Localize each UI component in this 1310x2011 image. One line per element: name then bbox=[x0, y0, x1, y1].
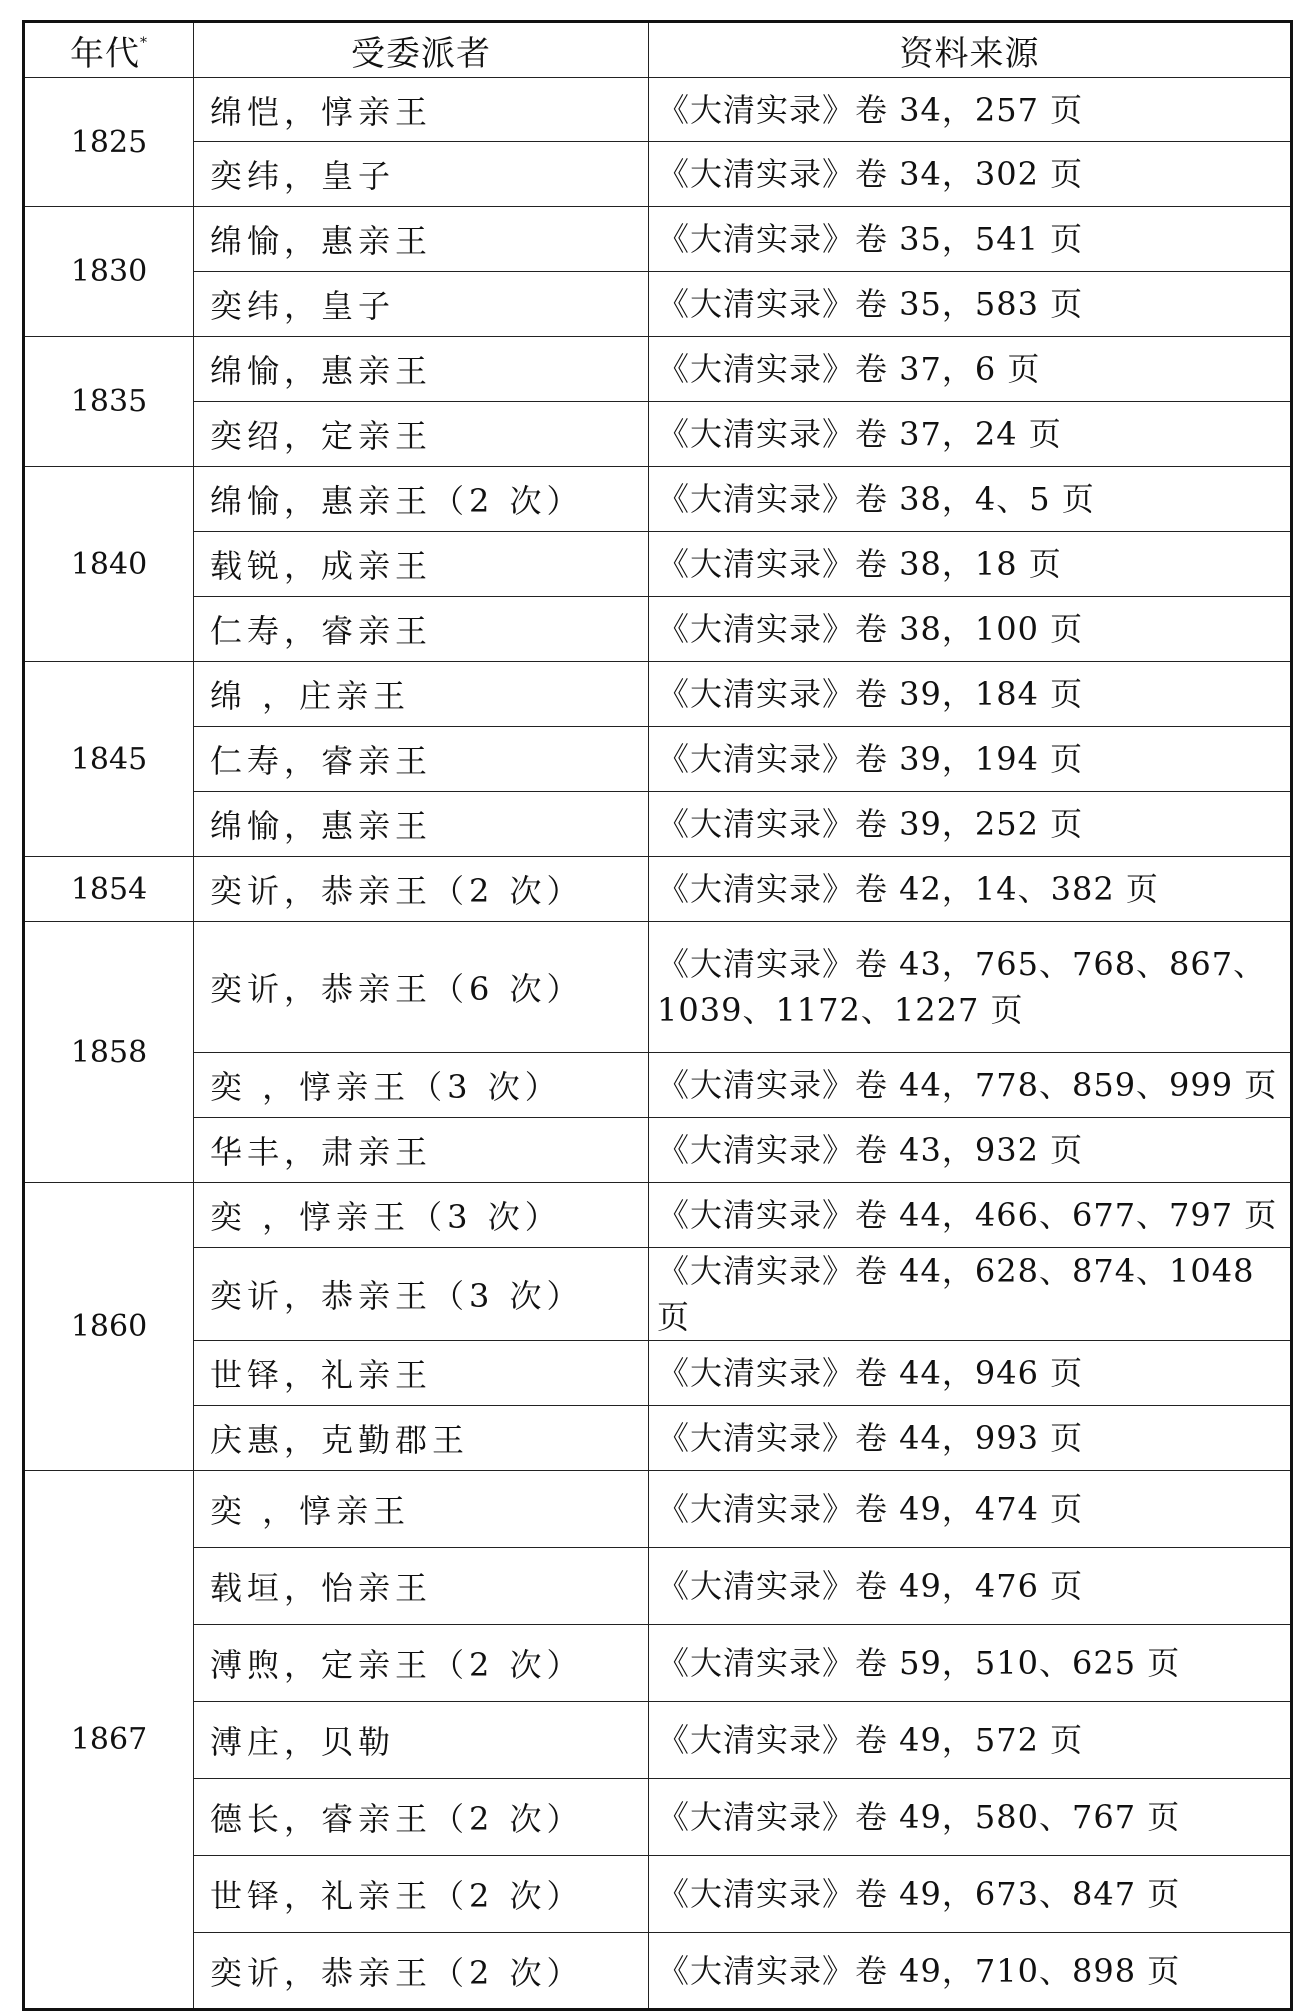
table-row bbox=[24, 1548, 1292, 1625]
year-cell: 1845 bbox=[24, 662, 194, 857]
appointee-cell: 奕绍，定亲王 bbox=[194, 402, 649, 467]
table-row bbox=[24, 467, 1292, 532]
source-cell: 《大清实录》卷 49，673、847 页 bbox=[649, 1856, 1292, 1933]
appointments-table bbox=[22, 20, 1293, 2011]
source-cell: 《大清实录》卷 34，257 页 bbox=[649, 78, 1292, 142]
year-cell: 1858 bbox=[24, 922, 194, 1183]
year-cell: 1830 bbox=[24, 207, 194, 337]
source-cell: 《大清实录》卷 43，765、768、867、1039、1172、1227 页 bbox=[649, 922, 1292, 1053]
year-cell: 1860 bbox=[24, 1183, 194, 1471]
source-cell: 《大清实录》卷 49，710、898 页 bbox=[649, 1933, 1292, 2010]
source-cell: 《大清实录》卷 39，252 页 bbox=[649, 792, 1292, 857]
appointee-cell: 绵愉，惠亲王（2 次） bbox=[194, 467, 649, 532]
year-cell: 1854 bbox=[24, 857, 194, 922]
table-row bbox=[24, 597, 1292, 662]
year-cell: 1867 bbox=[24, 1471, 194, 2010]
source-cell: 《大清实录》卷 43，932 页 bbox=[649, 1118, 1292, 1183]
appointee-cell: 奕纬，皇子 bbox=[194, 272, 649, 337]
table-row bbox=[24, 337, 1292, 402]
table-row bbox=[24, 1933, 1292, 2010]
table-row bbox=[24, 1779, 1292, 1856]
source-cell: 《大清实录》卷 38，4、5 页 bbox=[649, 467, 1292, 532]
table-row bbox=[24, 1341, 1292, 1406]
appointee-cell: 载锐，成亲王 bbox=[194, 532, 649, 597]
source-cell: 《大清实录》卷 49，476 页 bbox=[649, 1548, 1292, 1625]
header-year bbox=[24, 22, 194, 78]
table-row bbox=[24, 142, 1292, 207]
appointee-cell: 奕纬，皇子 bbox=[194, 142, 649, 207]
source-cell: 《大清实录》卷 37，24 页 bbox=[649, 402, 1292, 467]
table-body bbox=[24, 78, 1292, 2010]
appointee-cell: 华丰，肃亲王 bbox=[194, 1118, 649, 1183]
source-cell: 《大清实录》卷 42，14、382 页 bbox=[649, 857, 1292, 922]
source-cell: 《大清实录》卷 38，100 页 bbox=[649, 597, 1292, 662]
header-year-label: 年代 bbox=[70, 33, 140, 74]
appointee-cell: 溥煦，定亲王（2 次） bbox=[194, 1625, 649, 1702]
appointee-cell: 绵 ，庄亲王 bbox=[194, 662, 649, 727]
source-cell: 《大清实录》卷 39，194 页 bbox=[649, 727, 1292, 792]
source-cell: 《大清实录》卷 38，18 页 bbox=[649, 532, 1292, 597]
source-cell: 《大清实录》卷 44，778、859、999 页 bbox=[649, 1053, 1292, 1118]
table-row bbox=[24, 532, 1292, 597]
table-row bbox=[24, 78, 1292, 142]
table-row bbox=[24, 1406, 1292, 1471]
source-cell: 《大清实录》卷 35，541 页 bbox=[649, 207, 1292, 272]
appointee-cell: 世铎，礼亲王 bbox=[194, 1341, 649, 1406]
table-row bbox=[24, 402, 1292, 467]
header-row bbox=[24, 22, 1292, 78]
appointee-cell: 奕 ，惇亲王（3 次） bbox=[194, 1183, 649, 1248]
year-cell: 1825 bbox=[24, 78, 194, 207]
header-year-footnote-mark: * bbox=[140, 34, 148, 51]
appointee-cell: 德长，睿亲王（2 次） bbox=[194, 1779, 649, 1856]
source-cell: 《大清实录》卷 49，572 页 bbox=[649, 1702, 1292, 1779]
appointee-cell: 绵愉，惠亲王 bbox=[194, 207, 649, 272]
source-cell: 《大清实录》卷 44，628、874、1048 页 bbox=[649, 1248, 1292, 1341]
source-cell: 《大清实录》卷 49，580、767 页 bbox=[649, 1779, 1292, 1856]
appointee-cell: 奕 ，惇亲王 bbox=[194, 1471, 649, 1548]
table-row bbox=[24, 272, 1292, 337]
table-row bbox=[24, 1183, 1292, 1248]
table-row bbox=[24, 792, 1292, 857]
header-person: 受委派者 bbox=[194, 22, 649, 78]
table-row bbox=[24, 1053, 1292, 1118]
appointee-cell: 绵愉，惠亲王 bbox=[194, 792, 649, 857]
table-row bbox=[24, 1702, 1292, 1779]
appointee-cell: 奕䜣，恭亲王（6 次） bbox=[194, 922, 649, 1053]
table-row bbox=[24, 1856, 1292, 1933]
appointee-cell: 溥庄，贝勒 bbox=[194, 1702, 649, 1779]
source-cell: 《大清实录》卷 35，583 页 bbox=[649, 272, 1292, 337]
table-row bbox=[24, 1471, 1292, 1548]
table-row bbox=[24, 207, 1292, 272]
table-row bbox=[24, 1625, 1292, 1702]
header-source: 资料来源 bbox=[649, 22, 1292, 78]
appointee-cell: 奕䜣，恭亲王（3 次） bbox=[194, 1248, 649, 1341]
source-cell: 《大清实录》卷 44，466、677、797 页 bbox=[649, 1183, 1292, 1248]
appointee-cell: 仁寿，睿亲王 bbox=[194, 727, 649, 792]
appointee-cell: 仁寿，睿亲王 bbox=[194, 597, 649, 662]
source-cell: 《大清实录》卷 37，6 页 bbox=[649, 337, 1292, 402]
source-cell: 《大清实录》卷 44，946 页 bbox=[649, 1341, 1292, 1406]
table-row bbox=[24, 857, 1292, 922]
appointee-cell: 奕 ，惇亲王（3 次） bbox=[194, 1053, 649, 1118]
appointee-cell: 世铎，礼亲王（2 次） bbox=[194, 1856, 649, 1933]
appointee-cell: 绵恺，惇亲王 bbox=[194, 78, 649, 142]
source-cell: 《大清实录》卷 49，474 页 bbox=[649, 1471, 1292, 1548]
appointee-cell: 奕䜣，恭亲王（2 次） bbox=[194, 1933, 649, 2010]
table-row bbox=[24, 727, 1292, 792]
table-row bbox=[24, 922, 1292, 1053]
table-row bbox=[24, 1118, 1292, 1183]
source-cell: 《大清实录》卷 34，302 页 bbox=[649, 142, 1292, 207]
appointee-cell: 奕䜣，恭亲王（2 次） bbox=[194, 857, 649, 922]
source-cell: 《大清实录》卷 44，993 页 bbox=[649, 1406, 1292, 1471]
appointee-cell: 庆惠，克勤郡王 bbox=[194, 1406, 649, 1471]
appointee-cell: 载垣，怡亲王 bbox=[194, 1548, 649, 1625]
table-row bbox=[24, 662, 1292, 727]
source-cell: 《大清实录》卷 59，510、625 页 bbox=[649, 1625, 1292, 1702]
source-cell: 《大清实录》卷 39，184 页 bbox=[649, 662, 1292, 727]
appointee-cell: 绵愉，惠亲王 bbox=[194, 337, 649, 402]
table-row bbox=[24, 1248, 1292, 1341]
year-cell: 1835 bbox=[24, 337, 194, 467]
year-cell: 1840 bbox=[24, 467, 194, 662]
